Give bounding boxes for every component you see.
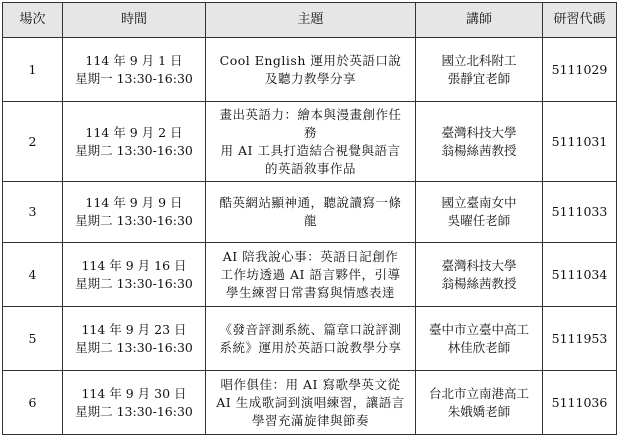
session-number: 2: [3, 102, 63, 182]
topic-line: 龍: [303, 213, 317, 228]
session-time: [63, 243, 206, 307]
session-date: 114 年 9 月 9 日: [85, 195, 183, 210]
session-hours: 星期一 13:30-16:30: [75, 70, 193, 86]
table-row: [3, 371, 617, 435]
session-number: 6: [3, 371, 63, 435]
session-number: 1: [3, 38, 63, 102]
session-time: [63, 38, 206, 102]
speaker-name: 林佳欣老師: [447, 339, 511, 355]
session-hours: 星期二 13:30-16:30: [75, 142, 193, 158]
table-row: [3, 182, 617, 243]
session-speaker: [416, 182, 543, 243]
topic-line: 學習充滿旋律與節奏: [251, 412, 369, 428]
session-date: 114 年 9 月 30 日: [81, 385, 187, 401]
session-date: 114 年 9 月 16 日: [81, 257, 187, 273]
topic-line: 畫出英語力：繪本與漫畫創作任: [219, 106, 402, 122]
session-time: [63, 307, 206, 371]
topic-line: 系統》運用於英語口說教學分享: [219, 339, 402, 355]
session-hours: 星期二 13:30-16:30: [75, 339, 193, 355]
header-row: [3, 3, 617, 38]
speaker-org: 台北市立南港高工: [428, 385, 529, 401]
session-time: [63, 371, 206, 435]
session-date: 114 年 9 月 2 日: [85, 124, 183, 140]
session-time: [63, 182, 206, 243]
topic-line: 酷英網站顯神通，聽說讀寫一條: [219, 195, 402, 210]
topic-line: 工作坊透過 AI 語言夥伴，引導: [220, 266, 401, 282]
session-time: [63, 102, 206, 182]
speaker-name: 張靜宜老師: [447, 70, 511, 86]
session-speaker: [416, 102, 543, 182]
topic-line: 學生練習日常書寫與情感表達: [225, 284, 395, 300]
session-topic: [206, 182, 416, 243]
session-number: 3: [3, 182, 63, 243]
speaker-org: 臺中市立臺中高工: [428, 321, 529, 337]
table-row: [3, 38, 617, 102]
header-session: 場次: [3, 3, 63, 38]
session-code: 5111029: [543, 38, 617, 102]
topic-line: 用 AI 工具打造結合視覺與語言: [220, 142, 401, 158]
speaker-org: 臺灣科技大學: [441, 124, 517, 140]
topic-line: 《發音評測系統、篇章口說評測: [219, 321, 402, 337]
session-speaker: [416, 38, 543, 102]
speaker-name: 朱娥嬌老師: [447, 403, 511, 419]
session-topic: [206, 38, 416, 102]
workshop-schedule-table: [2, 2, 617, 435]
header-code: 研習代碼: [543, 3, 617, 38]
session-topic: [206, 102, 416, 182]
topic-line: AI 生成歌詞到演唱練習，讓語言: [216, 394, 405, 410]
session-topic: [206, 307, 416, 371]
topic-line: 的英語敘事作品: [264, 160, 356, 176]
session-hours: 星期二 13:30-16:30: [75, 275, 193, 291]
header-topic: 主題: [206, 3, 416, 38]
session-hours: 星期二 13:30-16:30: [75, 403, 193, 419]
session-date: 114 年 9 月 23 日: [81, 321, 187, 337]
session-speaker: [416, 243, 543, 307]
session-code: 5111953: [543, 307, 617, 371]
table-row: [3, 102, 617, 182]
session-code: 5111033: [543, 182, 617, 243]
speaker-name: 翁楊絲茜教授: [441, 142, 517, 158]
topic-line: 唱作俱佳：用 AI 寫歌學英文從: [220, 376, 401, 392]
topic-line: Cool English 運用於英語口說: [219, 52, 402, 68]
topic-line: 務: [303, 124, 317, 140]
speaker-name: 吳曜任老師: [447, 213, 511, 228]
speaker-org: 臺灣科技大學: [441, 257, 517, 273]
speaker-org: 國立北科附工: [441, 52, 517, 68]
topic-line: 及聽力教學分享: [264, 70, 356, 86]
session-topic: [206, 371, 416, 435]
session-number: 5: [3, 307, 63, 371]
session-code: 5111036: [543, 371, 617, 435]
table-row: [3, 243, 617, 307]
session-code: 5111034: [543, 243, 617, 307]
session-speaker: [416, 371, 543, 435]
session-hours: 星期二 13:30-16:30: [75, 213, 193, 228]
speaker-name: 翁楊絲茜教授: [441, 275, 517, 291]
session-number: 4: [3, 243, 63, 307]
header-speaker: 講師: [416, 3, 543, 38]
table-row: [3, 307, 617, 371]
header-time: 時間: [63, 3, 206, 38]
session-speaker: [416, 307, 543, 371]
speaker-org: 國立臺南女中: [441, 195, 517, 210]
topic-line: AI 陪我說心事：英語日記創作: [222, 248, 399, 264]
session-topic: [206, 243, 416, 307]
session-date: 114 年 9 月 1 日: [85, 52, 183, 68]
session-code: 5111031: [543, 102, 617, 182]
